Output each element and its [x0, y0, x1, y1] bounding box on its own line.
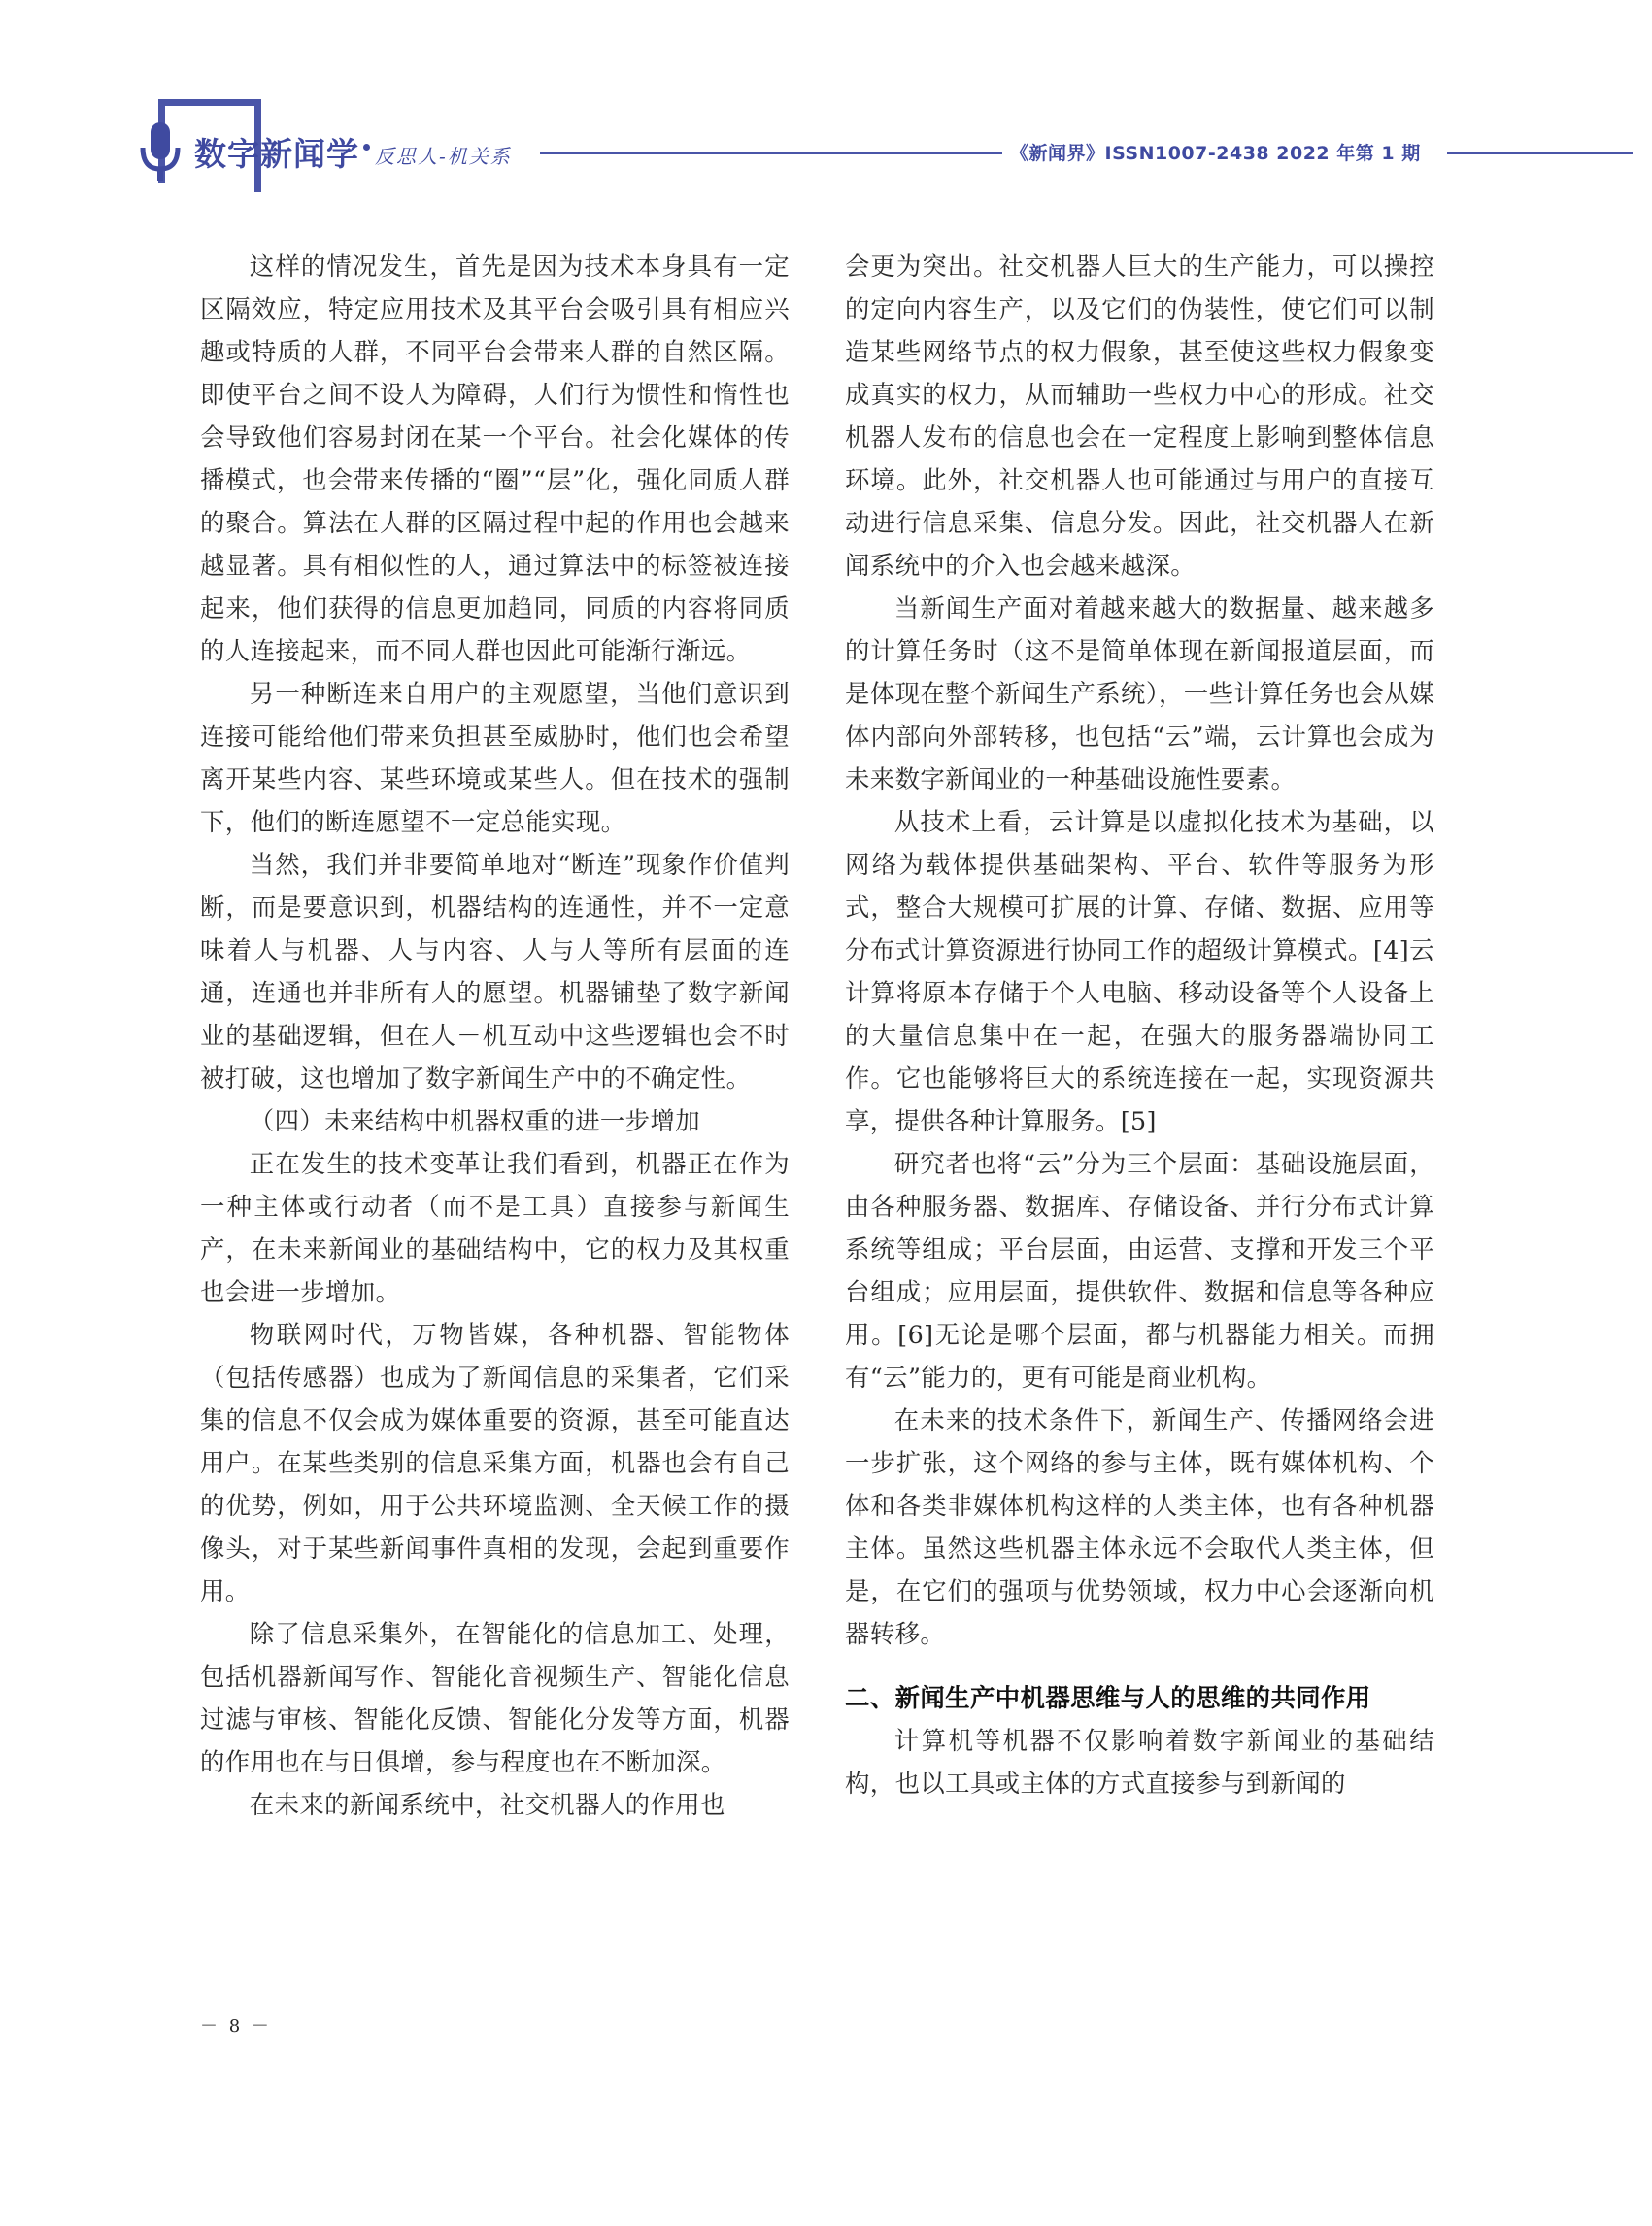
paragraph: 当新闻生产面对着越来越大的数据量、越来越多的计算任务时（这不是简单体现在新闻报道层面，而是体现在整个新闻生产系统），一些计算任务也会从媒体内部向外部转移，也包括“云”端，云计算也会成为未来数字新闻业的一种基础设施性要素。: [845, 593, 1434, 793]
paragraph-continuation: 会更为突出。社交机器人巨大的生产能力，可以操控的定向内容生产，以及它们的伪装性，使它们可以制造某些网络节点的权力假象，甚至使这些权力假象变成真实的权力，从而辅助一些权力中心的形成。社交机器人发布的信息也会在一定程度上影响到整体信息环境。此外，社交机器人也可能通过与用户的直接互动进行信息采集、信息分发。因此，社交机器人在新闻系统中的介入也会越来越深。: [845, 252, 1434, 580]
paragraph: 这样的情况发生，首先是因为技术本身具有一定区隔效应，特定应用技术及其平台会吸引具有相应兴趣或特质的人群，不同平台会带来人群的自然区隔。即使平台之间不设人为障碍，人们行为惯性和惰性也会导致他们容易封闭在某一个平台。社会化媒体的传播模式，也会带来传播的“圈”“层”化，强化同质人群的聚合。算法在人群的区隔过程中起的作用也会越来越显著。具有相似性的人，通过算法中的标签被连接起来，他们获得的信息更加趋同，同质的内容将同质的人连接起来，而不同人群也因此可能渐行渐远。: [200, 252, 790, 665]
header-rule-left: [540, 152, 1002, 154]
page-number: － 8 －: [200, 2016, 272, 2037]
paragraph: 当然，我们并非要简单地对“断连”现象作价值判断，而是要意识到，机器结构的连通性，并不一定意味着人与机器、人与内容、人与人等所有层面的连通，连通也并非所有人的愿望。机器铺垫了数字新闻业的基础逻辑，但在人－机互动中这些逻辑也会不时被打破，这也增加了数字新闻生产中的不确定性。: [200, 850, 790, 1093]
paragraph: 计算机等机器不仅影响着数字新闻业的基础结构，也以工具或主体的方式直接参与到新闻的: [845, 1726, 1434, 1798]
journal-column-title: 数字新闻学: [194, 135, 359, 173]
journal-citation: 《新闻界》ISSN1007-2438 2022 年第 1 期: [1010, 143, 1421, 164]
left-column: [200, 245, 790, 1826]
paragraph: 正在发生的技术变革让我们看到，机器正在作为一种主体或行动者（而不是工具）直接参与新闻生产，在未来新闻业的基础结构中，它的权力及其权重也会进一步增加。: [200, 1149, 790, 1306]
paragraph: 从技术上看，云计算是以虚拟化技术为基础，以网络为载体提供基础架构、平台、软件等服务为形式，整合大规模可扩展的计算、存储、数据、应用等分布式计算资源进行协同工作的超级计算模式。[4]云计算将原本存储于个人电脑、移动设备等个人设备上的大量信息集中在一起，在强大的服务器端协同工作。它也能够将巨大的系统连接在一起，实现资源共享，提供各种计算服务。[5]: [845, 807, 1434, 1135]
header-separator-dot: [363, 144, 370, 151]
header-rule-right: [1447, 152, 1633, 154]
paragraph: 物联网时代，万物皆媒，各种机器、智能物体（包括传感器）也成为了新闻信息的采集者，它们采集的信息不仅会成为媒体重要的资源，甚至可能直达用户。在某些类别的信息采集方面，机器也会有自己的优势，例如，用于公共环境监测、全天候工作的摄像头，对于某些新闻事件真相的发现，会起到重要作用。: [200, 1320, 790, 1605]
paragraph: 在未来的新闻系统中，社交机器人的作用也: [249, 1790, 725, 1819]
paragraph: 除了信息采集外，在智能化的信息加工、处理，包括机器新闻写作、智能化音视频生产、智能化信息过滤与审核、智能化反馈、智能化分发等方面，机器的作用也在与日俱增，参与程度也在不断加深。: [200, 1619, 790, 1776]
subsection-heading: （四）未来结构中机器权重的进一步增加: [249, 1106, 701, 1135]
paragraph: 研究者也将“云”分为三个层面：基础设施层面，由各种服务器、数据库、存储设备、并行分布式计算系统等组成；平台层面，由运营、支撑和开发三个平台组成；应用层面，提供软件、数据和信息等各种应用。[6]无论是哪个层面，都与机器能力相关。而拥有“云”能力的，更有可能是商业机构。: [845, 1149, 1434, 1392]
header-section-title: 反思人-机关系: [375, 145, 512, 168]
paragraph: 在未来的技术条件下，新闻生产、传播网络会进一步扩张，这个网络的参与主体，既有媒体机构、个体和各类非媒体机构这样的人类主体，也有各种机器主体。虽然这些机器主体永远不会取代人类主体，但是，在它们的强项与优势领域，权力中心会逐渐向机器转移。: [845, 1405, 1434, 1648]
microphone-icon: [138, 120, 183, 185]
section-heading: 二、新闻生产中机器思维与人的思维的共同作用: [845, 1683, 1371, 1712]
right-column: [845, 245, 1434, 1804]
paragraph: 另一种断连来自用户的主观愿望，当他们意识到连接可能给他们带来负担甚至威胁时，他们也会希望离开某些内容、某些环境或某些人。但在技术的强制下，他们的断连愿望不一定总能实现。: [200, 679, 790, 836]
